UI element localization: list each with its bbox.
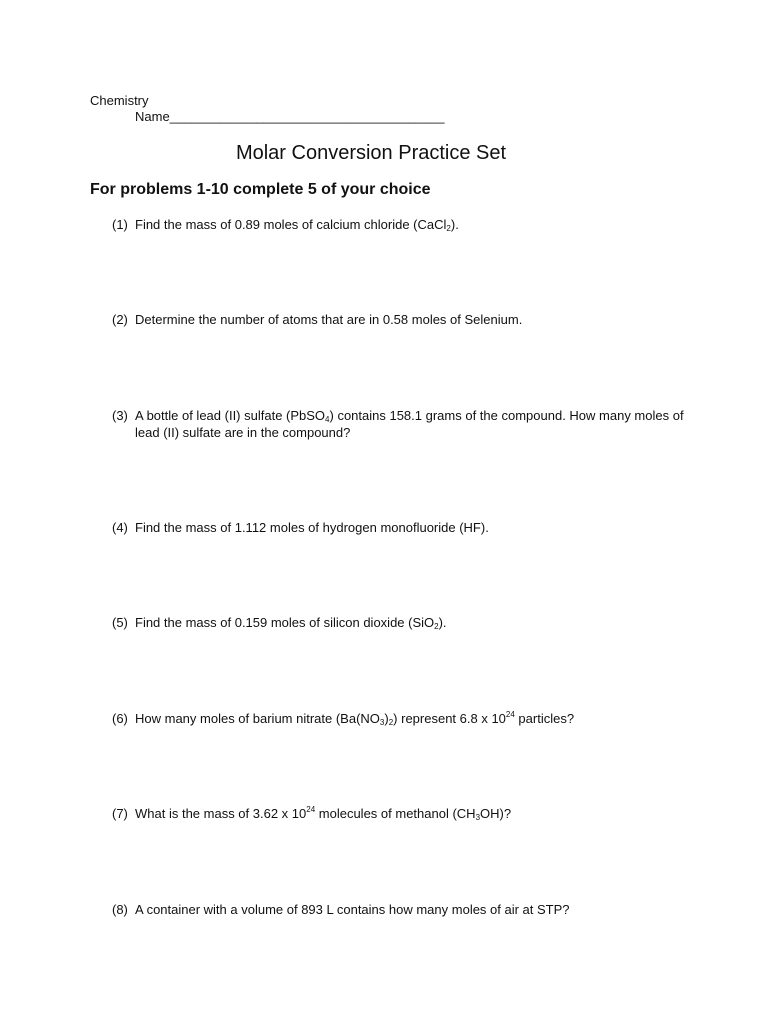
problem-text: A container with a volume of 893 L contains how many moles of air at STP? xyxy=(135,902,570,917)
problem-number: (4) xyxy=(112,520,128,535)
problem-3 xyxy=(112,407,692,441)
problem-text: Find the mass of 0.159 moles of silicon dioxide (SiO$_2$). xyxy=(135,615,447,631)
course-label: Chemistry xyxy=(90,93,149,108)
problem-text: Find the mass of 0.89 moles of calcium chloride (CaCl$_2$). xyxy=(135,217,459,233)
problem-text: How many moles of barium nitrate $(Ba(NO_3)_2)$ represent 6.8 x $10^{24}$ particles? xyxy=(135,710,575,727)
problem-text: Find the mass of 1.112 moles of hydrogen monofluoride (HF). xyxy=(135,520,489,535)
name-label: Name xyxy=(135,109,170,124)
problem-8 xyxy=(112,901,692,918)
problem-number: (6) xyxy=(112,711,128,726)
problem-number: (3) xyxy=(112,408,128,423)
problem-number: (1) xyxy=(112,217,128,232)
problem-number: (8) xyxy=(112,902,128,917)
problem-4 xyxy=(112,519,692,536)
problem-text: What is the mass of 3.62 x $10^{24}$ molecules of methanol $(CH_3OH)$? xyxy=(135,805,512,822)
student-name-field xyxy=(135,109,444,124)
problem-5 xyxy=(112,614,692,631)
instructions-heading: For problems 1-10 complete 5 of your choice xyxy=(90,181,431,198)
problem-2 xyxy=(112,311,692,328)
name-blank-line: ______________________________________ xyxy=(169,109,445,124)
page-title: Molar Conversion Practice Set xyxy=(235,142,507,164)
problem-number: (2) xyxy=(112,312,128,327)
problem-7 xyxy=(112,805,692,822)
problem-number: (7) xyxy=(112,806,128,821)
problem-text: A bottle of lead (II) sulfate (PbSO$_4$) contains 158.1 grams of the compound. How many moles of lead (II) sulfate are in the compound? xyxy=(135,408,684,440)
problem-6 xyxy=(112,710,692,727)
problem-1 xyxy=(112,216,692,233)
problem-number: (5) xyxy=(112,615,128,630)
problem-text: Determine the number of atoms that are in 0.58 moles of Selenium. xyxy=(135,312,523,327)
